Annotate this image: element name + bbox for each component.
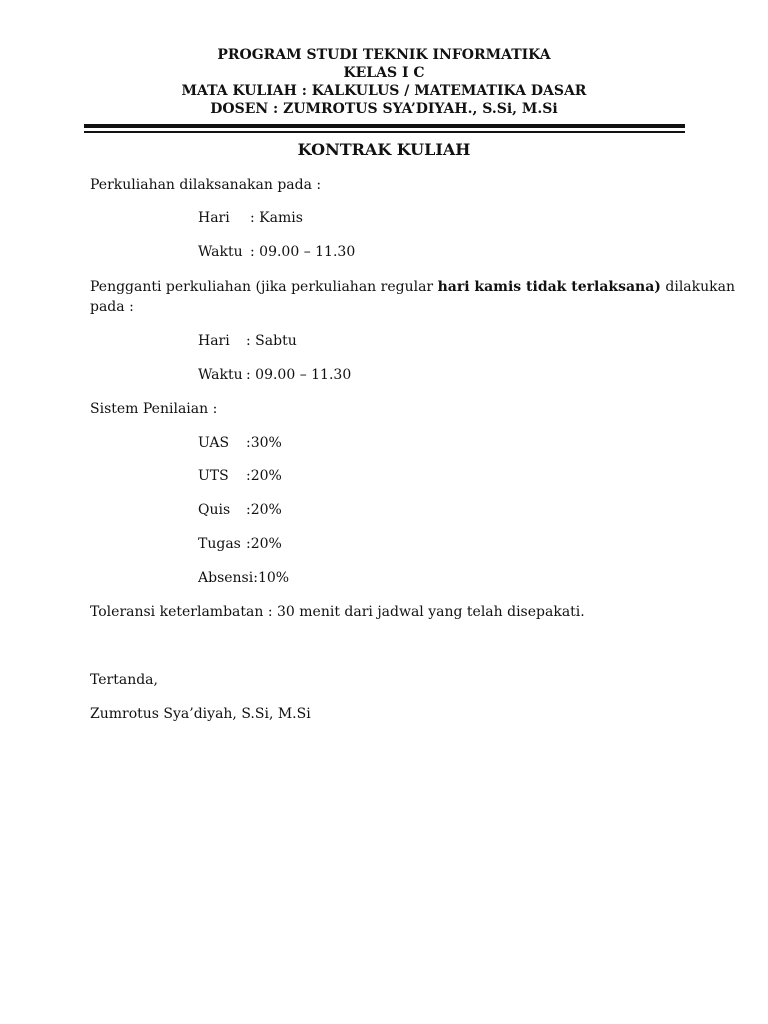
grading-item-value: :10%	[253, 570, 290, 586]
grading-item-label: UAS	[198, 435, 230, 451]
header-class: KELAS I C	[343, 65, 425, 81]
grading-item-quis	[198, 501, 282, 519]
replacement-text-part1: Pengganti perkuliahan (jika perkuliahan regular	[90, 279, 438, 295]
schedule-time-value: : 09.00 – 11.30	[250, 244, 356, 260]
replacement-day-row	[198, 332, 297, 350]
replacement-text-part2: dilakukan	[660, 279, 735, 295]
schedule-time-row	[198, 243, 355, 261]
replacement-text-line2: pada :	[90, 299, 134, 315]
schedule-day-label: Hari	[198, 210, 230, 226]
header-divider-thick	[84, 124, 685, 128]
grading-item-label: Quis	[198, 502, 231, 518]
signature-name: Zumrotus Sya’diyah, S.Si, M.Si	[90, 706, 311, 722]
grading-item-value: :20%	[246, 502, 282, 518]
schedule-time-label: Waktu	[198, 244, 243, 260]
grading-item-value: :30%	[246, 435, 282, 451]
page-title: KONTRAK KULIAH	[297, 140, 471, 159]
grading-item-uas	[198, 434, 282, 452]
grading-item-tugas	[198, 535, 282, 553]
grading-item-value: :20%	[246, 468, 282, 484]
header-program: PROGRAM STUDI TEKNIK INFORMATIKA	[217, 47, 551, 63]
signature-closing: Tertanda,	[90, 672, 158, 688]
replacement-day-label: Hari	[198, 333, 230, 349]
grading-item-value: :20%	[246, 536, 282, 552]
grading-item-label: UTS	[198, 468, 229, 484]
header-lecturer: DOSEN : ZUMROTUS SYA’DIYAH., S.Si, M.Si	[210, 101, 558, 117]
replacement-time-value: : 09.00 – 11.30	[246, 367, 352, 383]
schedule-day-value: : Kamis	[250, 210, 303, 226]
replacement-text-bold: hari kamis tidak terlaksana)	[437, 279, 661, 295]
grading-item-label: Tugas	[198, 536, 241, 552]
tolerance-text: Toleransi keterlambatan : 30 menit dari jadwal yang telah disepakati.	[90, 604, 585, 620]
header-divider-thin	[84, 131, 685, 133]
header-course: MATA KULIAH : KALKULUS / MATEMATIKA DASAR	[181, 83, 587, 99]
grading-intro: Sistem Penilaian :	[90, 401, 218, 417]
replacement-day-value: : Sabtu	[246, 333, 297, 349]
replacement-text	[90, 278, 735, 296]
replacement-time-label: Waktu	[198, 367, 243, 383]
schedule-intro: Perkuliahan dilaksanakan pada :	[90, 177, 322, 193]
grading-item-absensi	[198, 569, 289, 587]
grading-item-uts	[198, 467, 282, 485]
schedule-day-row	[198, 209, 303, 227]
replacement-time-row	[198, 366, 351, 384]
grading-item-label: Absensi	[198, 570, 254, 586]
